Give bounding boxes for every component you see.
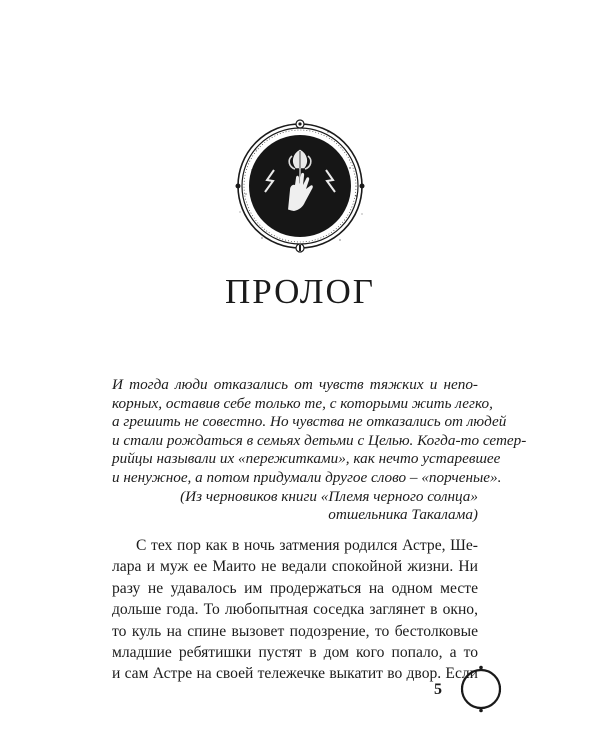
epigraph-line: корных, оставив себе только те, с которыми жить легко,: [112, 394, 493, 412]
epigraph-line: рийцы называли их «пережитками», как нечто устаревшее: [112, 450, 501, 468]
epigraph-line: и стали рождаться в семьях детьми с Целью. Когда-то сетер-: [112, 431, 527, 449]
lotus-hand-lightning-emblem-icon: [232, 110, 368, 262]
body-line: то куль на спине вызовет подозрение, то бестолковые: [112, 622, 478, 640]
epigraph-line: а грешить не совестно. Но чувства не отказались от людей: [112, 413, 507, 431]
epigraph-source: отшельника Такалама): [328, 506, 478, 524]
body-line: и сам Астре на своей тележечке выкатит во двор. Если: [112, 665, 478, 683]
body-line: младшие ребятишки пустят в дом кого попало, а то: [112, 644, 478, 662]
body-line: разу не удавалось им продержаться на одном месте: [112, 579, 478, 597]
epigraph-line: И тогда люди отказались от чувств тяжких и непо-: [112, 376, 478, 393]
epigraph-line: и ненужное, а потом придумали другое слово – «порченые».: [112, 468, 502, 486]
epigraph-source: (Из черновиков книги «Племя черного солнца»: [180, 487, 478, 505]
body-text: [112, 535, 478, 685]
page-circle-icon: [458, 664, 504, 714]
epigraph: [112, 376, 527, 525]
body-line: дольше года. То любопытная соседка заглянет в окно,: [112, 601, 478, 619]
page-number: 5: [434, 681, 442, 698]
chapter-title: ПРОЛОГ: [225, 272, 375, 311]
body-line: С тех пор как в ночь затмения родился Астре, Ше-: [136, 537, 478, 554]
body-line: лара и муж ее Маито не ведали спокойной жизни. Ни: [112, 558, 478, 576]
